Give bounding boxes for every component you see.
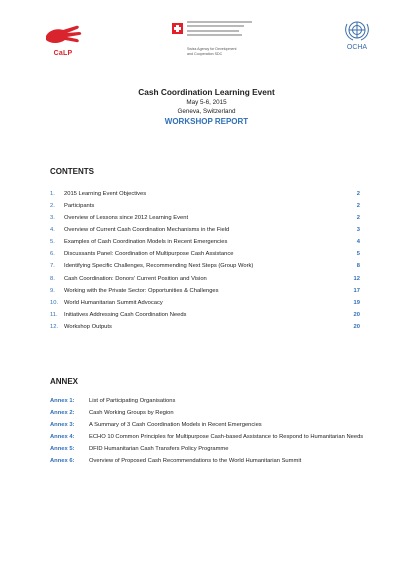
toc-item[interactable] bbox=[50, 288, 360, 295]
ocha-logo bbox=[333, 18, 381, 62]
annex-item[interactable] bbox=[50, 458, 370, 465]
toc-item-title: 2015 Learning Event Objectives bbox=[64, 191, 147, 197]
toc-item-title: Workshop Outputs bbox=[64, 324, 112, 330]
toc-item-page: 3 bbox=[356, 227, 360, 233]
toc-item-number: 1. bbox=[50, 191, 55, 197]
toc-item-page: 2 bbox=[356, 203, 360, 209]
toc-item-page: 4 bbox=[356, 239, 360, 245]
toc-item-page: 20 bbox=[353, 312, 360, 318]
toc-item[interactable] bbox=[50, 239, 360, 246]
annex-item[interactable] bbox=[50, 422, 370, 429]
toc-item-number: 12. bbox=[50, 324, 59, 330]
annex-item-title: ECHO 10 Common Principles for Multipurpose Cash-based Assistance to Respond to Humanitarian Needs bbox=[89, 434, 364, 440]
annex-item-label: Annex 3: bbox=[50, 422, 75, 428]
annex-item-label: Annex 1: bbox=[50, 398, 75, 404]
report-label: WORKSHOP REPORT bbox=[164, 117, 249, 126]
annex-item-label: Annex 5: bbox=[50, 446, 75, 452]
toc-item-title: Examples of Cash Coordination Models in Recent Emergencies bbox=[64, 239, 228, 245]
contents-heading: CONTENTS bbox=[50, 167, 94, 176]
toc-item[interactable] bbox=[50, 227, 360, 234]
toc-item-page: 17 bbox=[353, 288, 360, 294]
toc-item-number: 8. bbox=[50, 276, 55, 282]
annex-heading: ANNEX bbox=[50, 377, 79, 386]
toc-item-title: Cash Coordination: Donors' Current Position and Vision bbox=[64, 276, 207, 282]
toc-item-number: 2. bbox=[50, 203, 55, 209]
toc-item-page: 2 bbox=[356, 191, 360, 197]
toc-item-number: 11. bbox=[50, 312, 58, 318]
event-location: Geneva, Switzerland bbox=[177, 108, 236, 115]
annex-item-title: Overview of Proposed Cash Recommendations to the World Humanitarian Summit bbox=[89, 458, 302, 464]
toc-item-number: 4. bbox=[50, 227, 55, 233]
annex-item[interactable] bbox=[50, 410, 370, 417]
annex-item[interactable] bbox=[50, 434, 370, 441]
toc-item-title: Overview of Current Cash Coordination Mechanisms in the Field bbox=[64, 227, 230, 233]
toc-item-number: 10. bbox=[50, 300, 59, 306]
annex-item-label: Annex 4: bbox=[50, 434, 75, 440]
toc-item-page: 12 bbox=[353, 276, 360, 282]
toc-item-page: 2 bbox=[356, 215, 360, 221]
event-date: May 5-6, 2015 bbox=[186, 99, 227, 106]
toc-item-page: 5 bbox=[356, 251, 360, 257]
toc-item-title: Working with the Private Sector: Opportunities & Challenges bbox=[64, 288, 219, 294]
annex-item-label: Annex 2: bbox=[50, 410, 75, 416]
toc-item[interactable] bbox=[50, 191, 360, 198]
table-of-contents bbox=[50, 191, 360, 331]
toc-item[interactable] bbox=[50, 312, 360, 319]
toc-item-title: Initiatives Addressing Cash Coordination Needs bbox=[64, 312, 187, 318]
toc-item-number: 6. bbox=[50, 251, 55, 257]
toc-item[interactable] bbox=[50, 215, 360, 222]
annex-list bbox=[50, 398, 370, 465]
toc-item-title: Overview of Lessons since 2012 Learning Event bbox=[64, 215, 189, 221]
toc-item-number: 3. bbox=[50, 215, 55, 221]
toc-item-number: 9. bbox=[50, 288, 55, 294]
toc-item-page: 8 bbox=[356, 263, 360, 269]
toc-item[interactable] bbox=[50, 276, 360, 283]
calp-hand-icon bbox=[43, 22, 83, 50]
annex-item-title: Cash Working Groups by Region bbox=[89, 410, 174, 416]
annex-item-title: DFID Humanitarian Cash Transfers Policy Programme bbox=[89, 446, 229, 452]
toc-item-title: Discussants Panel: Coordination of Multipurpose Cash Assistance bbox=[64, 251, 234, 257]
toc-item-number: 7. bbox=[50, 263, 55, 269]
document-title: Cash Coordination Learning Event bbox=[138, 87, 275, 97]
sdc-subtitle: Swiss Agency for Development and Cooperation SDC bbox=[187, 47, 237, 56]
annex-item[interactable] bbox=[50, 446, 370, 453]
annex-item-label: Annex 6: bbox=[50, 458, 75, 464]
toc-item[interactable] bbox=[50, 324, 360, 331]
toc-item[interactable] bbox=[50, 263, 360, 270]
toc-item[interactable] bbox=[50, 300, 360, 307]
swiss-flag-icon bbox=[172, 23, 183, 34]
sdc-wordmark bbox=[187, 21, 252, 38]
toc-item-page: 19 bbox=[353, 300, 360, 306]
calp-logo-text: CaLP bbox=[53, 50, 73, 57]
annex-item[interactable] bbox=[50, 398, 370, 405]
sdc-logo bbox=[172, 18, 252, 64]
annex-item-title: A Summary of 3 Cash Coordination Models in Recent Emergencies bbox=[89, 422, 262, 428]
toc-item-number: 5. bbox=[50, 239, 55, 245]
toc-item-title: World Humanitarian Summit Advocacy bbox=[64, 300, 163, 306]
calp-logo bbox=[43, 22, 83, 66]
annex-item-title: List of Participating Organisations bbox=[89, 398, 176, 404]
toc-item[interactable] bbox=[50, 203, 360, 210]
toc-item-title: Participants bbox=[64, 203, 95, 209]
toc-item-page: 20 bbox=[353, 324, 360, 330]
ocha-logo-text: OCHA bbox=[346, 44, 368, 51]
toc-item[interactable] bbox=[50, 251, 360, 258]
toc-item-title: Identifying Specific Challenges, Recommending Next Steps (Group Work) bbox=[64, 263, 254, 269]
un-emblem-icon bbox=[333, 18, 381, 44]
